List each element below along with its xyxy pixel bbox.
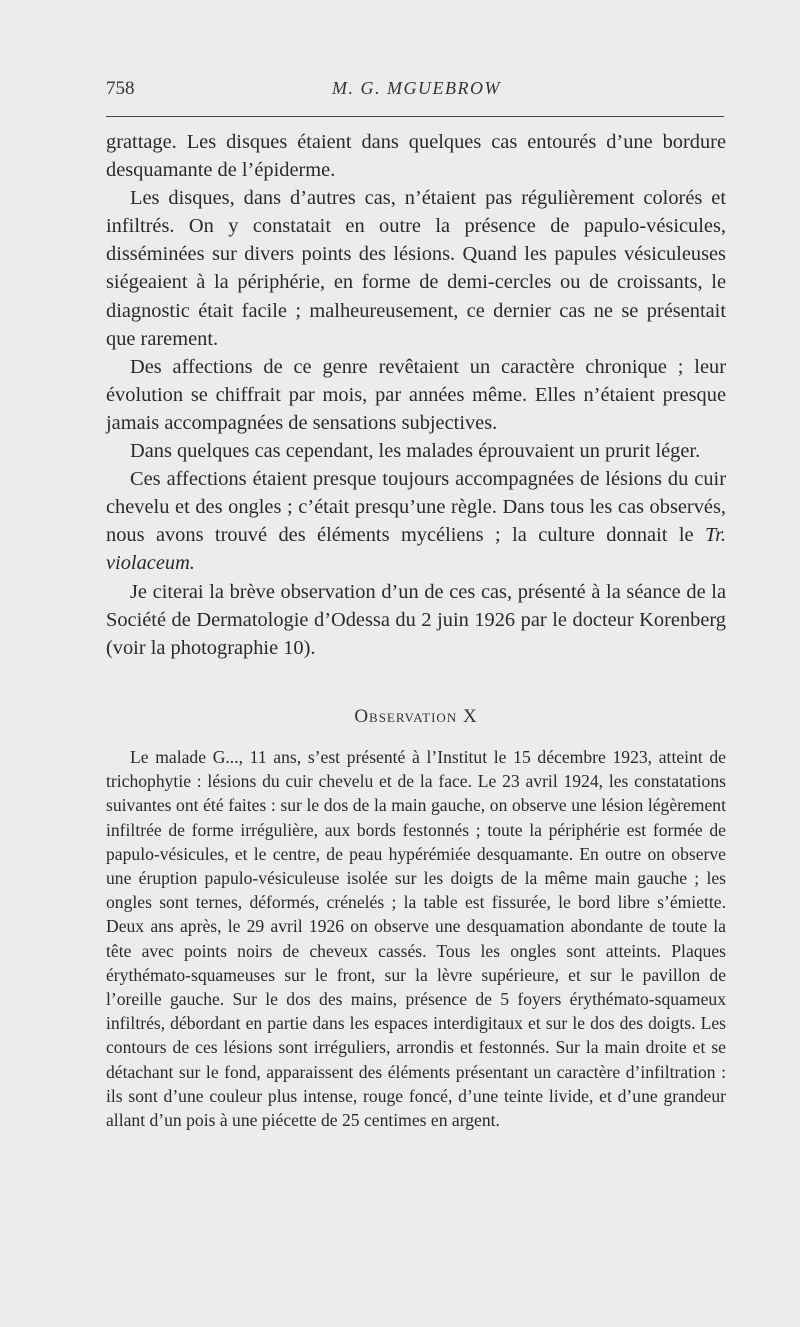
running-head: M. G. MGUEBROW bbox=[332, 78, 501, 98]
species-name: Tr. violaceum. bbox=[106, 524, 726, 575]
page-header bbox=[106, 78, 726, 108]
header-rule bbox=[106, 116, 724, 117]
observation-text bbox=[106, 745, 726, 1132]
paragraph-5 bbox=[106, 465, 726, 577]
paragraph-2: Les disques, dans d’autres cas, n’étaient pas régulièrement colorés et infiltrés. On y constatait en outre la présence de papulo-vésicules, disséminées sur divers points des lésions. Quand les papules vésiculeuses siégeaient à la périphérie, en forme de demi-cercles ou de croissants, le diagnostic était facile ; malheureusement, ce dernier cas ne se présentait que rarement. bbox=[106, 187, 726, 350]
paragraph-5-text: Ces affections étaient presque toujours accompagnées de lésions du cuir chevelu et des ongles ; c’était presqu’une règle. Dans tous les cas observés, nous avons trouvé des éléments mycéliens ; la culture donnait le bbox=[106, 468, 726, 547]
paragraph-4: Dans quelques cas cependant, les malades éprouvaient un prurit léger. bbox=[130, 440, 701, 463]
section-title: Observation X bbox=[354, 706, 478, 727]
body-text bbox=[106, 128, 726, 662]
paragraph-3: Des affections de ce genre revêtaient un caractère chronique ; leur évolution se chiffrait par mois, par années même. Elles n’étaient presque jamais accompagnées de sensations subjectives. bbox=[106, 355, 726, 434]
page-number: 758 bbox=[106, 78, 135, 99]
paragraph-1: grattage. Les disques étaient dans quelques cas entourés d’une bordure desquamante de l’épiderme. bbox=[106, 131, 726, 182]
observation-paragraph: Le malade G..., 11 ans, s’est présenté à l’Institut le 15 décembre 1923, atteint de trichophytie : lésions du cuir chevelu et de la face. Le 23 avril 1924, les constatations suivantes ont été faites : sur le dos de la main gauche, on observe une lésion légèrement infiltrée de forme irrégulière, aux bords festonnés ; toute la périphérie est formée de papulo-vésicules, et le centre, de peau hypérémiée desquamante. En outre on observe une éruption papulo-vésiculeuse isolée sur les doigts de la même main gauche ; les ongles sont ternes, déformés, crénelés ; la table est fissurée, le bord libre s’émiette. Deux ans après, le 29 avril 1926 on observe une desquamation abondante de toute la tête avec points noirs de cheveux cassés. Tous les ongles sont atteints. Plaques érythémato-squameuses sur le front, sur la lèvre supérieure, et sur le pavillon de l’oreille gauche. Sur le dos des mains, présence de 5 foyers érythémato-squameux infiltrés, débordant en partie dans les espaces interdigitaux et sur le dos des doigts. Les contours de ces lésions sont irréguliers, arrondis et festonnés. Sur la main droite et se détachant sur le fond, apparaissent des éléments présentant un caractère d’infiltration : ils sont d’une couleur plus intense, rouge foncé, d’une teinte livide, et d’une grandeur allant d’un pois à une piécette de 25 centimes en argent. bbox=[106, 747, 726, 1131]
paragraph-6: Je citerai la brève observation d’un de ces cas, présenté à la séance de la Société de Dermatologie d’Odessa du 2 juin 1926 par le docteur Korenberg (voir la photographie 10). bbox=[106, 580, 726, 659]
